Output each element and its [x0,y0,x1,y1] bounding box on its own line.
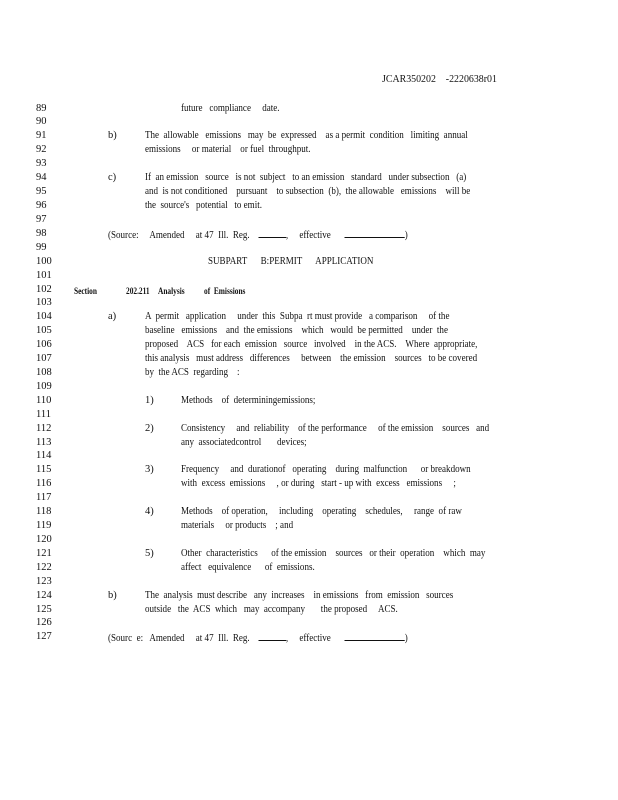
line-number: 96 [36,200,47,211]
line-text [208,256,373,268]
line-number: 103 [36,297,52,308]
line-number: 110 [36,395,52,406]
line-number: 105 [36,325,52,336]
effective-label: effective [299,230,331,241]
list-label: 2) [145,423,154,434]
line-number: 119 [36,520,52,531]
line-text [145,604,398,616]
line-text-content: If an emission source is not subject to an emission standard under subsection (a) [145,172,467,183]
line-text [108,631,408,645]
line-text-content: future compliance date. [181,103,280,114]
list-label: b) [108,590,117,601]
line-text [145,325,448,337]
list-label: 4) [145,506,154,517]
line-number: 125 [36,604,52,615]
line-text-content: A permit application under this Subpa rt must provide a comparison of the [145,311,450,322]
line-number: 89 [36,103,47,114]
line-text-content: The analysis must describe any increases in emissions from emission sources [145,590,454,601]
blank-line [345,631,405,641]
line-text [181,506,462,518]
line-number: 101 [36,270,52,281]
list-label: c) [108,172,117,183]
line-number: 95 [36,186,47,197]
blank-line [258,631,286,641]
line-text [145,353,477,365]
line-text [108,228,408,242]
document-id-header: JCAR350202 -2220638r01 [382,73,497,85]
line-text-content: (Source: Amended at 47 Ill. Reg. [108,230,250,241]
line-text [181,562,315,574]
line-text [145,186,470,198]
line-text-content: proposed ACS for each emission source involved in the ACS. Where appropriate, [145,339,478,350]
blank-line [258,228,286,238]
line-text-content: Frequency and durationof operating during malfunction or breakdown [181,464,471,475]
line-number: 90 [36,116,47,127]
line-number: 111 [36,409,51,420]
close-paren: ) [404,230,408,241]
line-number: 124 [36,590,52,601]
line-number: 118 [36,506,52,517]
line-number: 122 [36,562,52,573]
line-text [181,520,293,532]
line-number: 93 [36,158,47,169]
line-text-content: materials or products ; and [181,520,294,531]
line-number: 92 [36,144,47,155]
section-heading-section: Section [74,286,97,296]
line-number: 116 [36,478,52,489]
line-number: 98 [36,228,47,239]
line-text [145,311,449,323]
line-text [181,103,280,115]
line-number: 102 [36,284,52,295]
line-text [181,423,489,435]
line-text [181,478,456,490]
close-paren: ) [404,633,408,644]
line-text-content: Methods of determiningemissions; [181,395,316,406]
line-number: 104 [36,311,52,322]
list-label: a) [108,311,117,322]
blank-line [345,228,405,238]
effective-label: effective [299,633,331,644]
line-number: 99 [36,242,47,253]
line-text-content: baseline emissions and the emissions which would be permitted under the [145,325,448,336]
line-text-content: Other characteristics of the emission sources or their operation which may [181,548,486,559]
section-heading-number: 202.211 [126,286,150,296]
line-number: 97 [36,214,47,225]
line-text-content: the source's potential to emit. [145,200,262,211]
line-number: 94 [36,172,47,183]
line-number: 106 [36,339,52,350]
line-text-content: this analysis must address differences between the emission sources to be covered [145,353,478,364]
line-text-content: outside the ACS which may accompany the proposed ACS. [145,604,398,615]
line-number: 109 [36,381,52,392]
line-text-content: and is not conditioned pursuant to subsection (b), the allowable emissions will be [145,186,471,197]
line-text-content: affect equivalence of emissions. [181,562,315,573]
line-text-content: Consistency and reliability of the performance of the emission sources and [181,423,490,434]
line-text [145,590,453,602]
line-text [181,395,315,407]
comma: , [285,230,300,241]
line-text [145,172,466,184]
line-number: 120 [36,534,52,545]
line-text [145,200,262,212]
line-text-content: Methods of operation, including operating schedules, range of raw [181,506,462,517]
line-number: 91 [36,130,47,141]
section-heading-title-part1: Analysis [158,286,185,296]
line-text [181,548,485,560]
line-text-content: by the ACS regarding : [145,367,240,378]
line-text-content: (Sourc e: Amended at 47 Ill. Reg. [108,633,250,644]
list-label: 3) [145,464,154,475]
line-text-content: emissions or material or fuel throughput. [145,144,311,155]
list-label: 5) [145,548,154,559]
line-number: 123 [36,576,52,587]
line-number: 112 [36,423,52,434]
list-label: 1) [145,395,154,406]
line-text [181,464,471,476]
line-number: 127 [36,631,52,642]
line-text [145,130,468,142]
line-text-content: The allowable emissions may be expressed as a permit condition limiting annual [145,130,468,141]
line-text [145,339,477,351]
line-text-content: any associatedcontrol devices; [181,437,307,448]
comma: , [285,633,300,644]
section-heading-title-part2: of Emissions [204,286,246,296]
line-number: 121 [36,548,52,559]
line-number: 107 [36,353,52,364]
line-number: 126 [36,617,52,628]
line-number: 100 [36,256,52,267]
line-number: 108 [36,367,52,378]
list-label: b) [108,130,117,141]
line-number: 113 [36,437,52,448]
line-number: 117 [36,492,52,503]
line-text-content: SUBPART B:PERMIT APPLICATION [208,256,374,267]
line-text-content: with excess emissions , or during start - up with excess emissions ; [181,478,456,489]
line-number: 115 [36,464,52,475]
line-text [145,367,240,379]
line-text [145,144,311,156]
line-text [181,437,307,449]
line-number: 114 [36,450,52,461]
